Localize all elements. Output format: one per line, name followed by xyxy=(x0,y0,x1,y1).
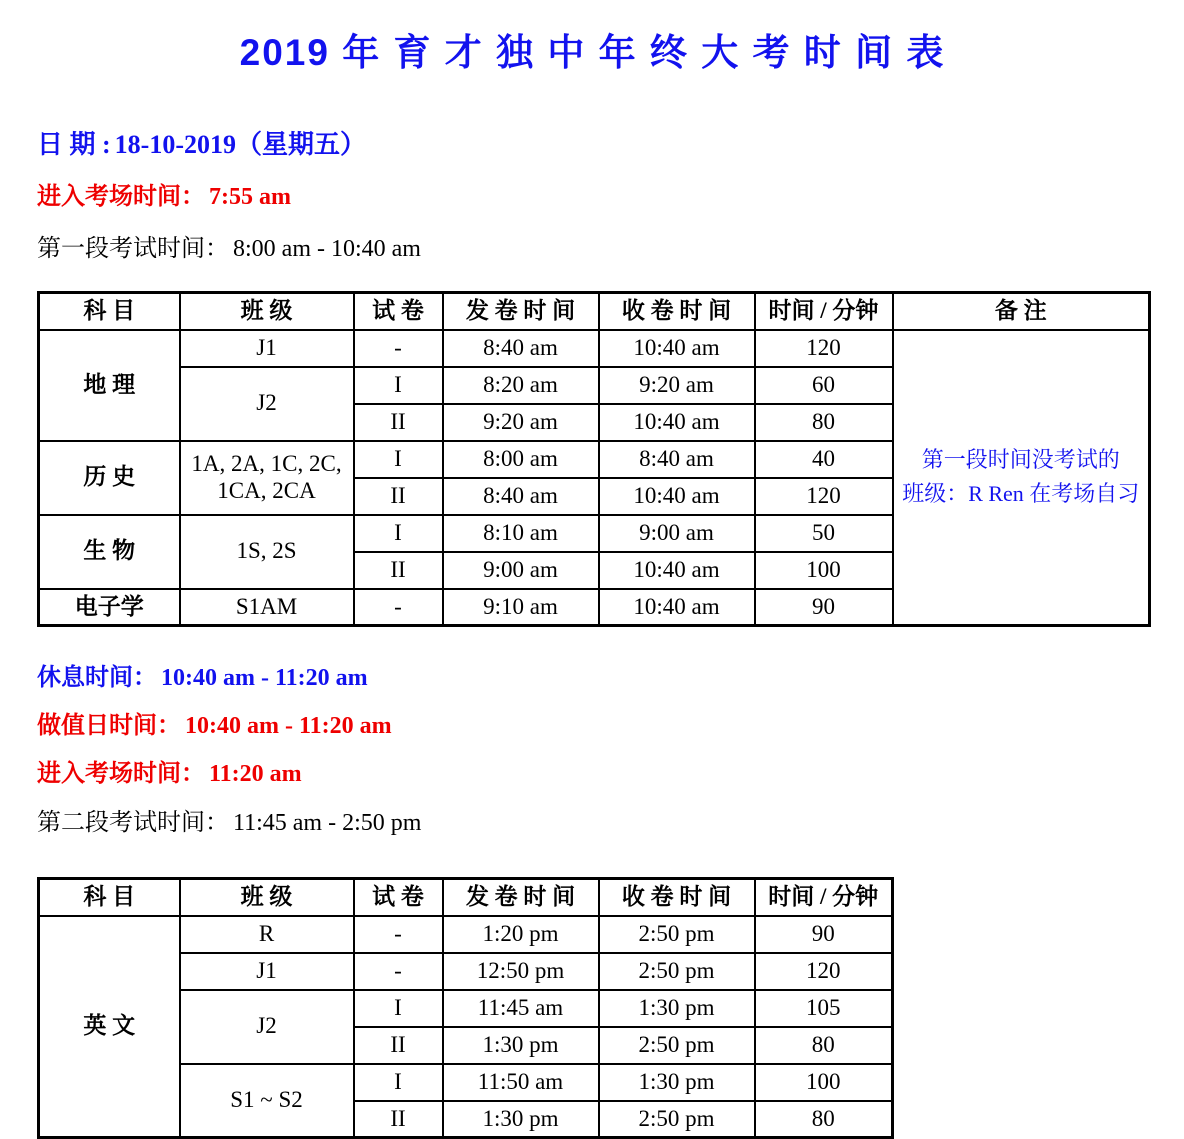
header-start-time: 发 卷 时 间 xyxy=(443,879,599,916)
enter-time-label: 进入考场时间： xyxy=(37,761,205,787)
session1-exam-table xyxy=(37,291,1151,627)
minutes-cell: 80 xyxy=(755,1101,893,1138)
minutes-cell: 80 xyxy=(755,1027,893,1064)
duty-time-line xyxy=(37,705,1148,740)
end-time-cell: 1:30 pm xyxy=(599,990,755,1027)
session2-exam-table xyxy=(37,877,894,1139)
remark-cell xyxy=(893,330,1150,626)
header-subject: 科 目 xyxy=(39,293,180,330)
session1-time-label: 第一段考试时间： xyxy=(37,236,229,262)
minutes-cell: 100 xyxy=(755,1064,893,1101)
remark-line: 第一段时间没考试的 xyxy=(921,447,1120,473)
start-time-cell: 11:50 am xyxy=(443,1064,599,1101)
session2-time-value: 11:45 am - 2:50 pm xyxy=(233,810,422,836)
start-time-cell: 8:00 am xyxy=(443,441,599,478)
class-cell: 1A, 2A, 1C, 2C, 1CA, 2CA xyxy=(180,441,354,515)
subject-cell: 电子学 xyxy=(39,589,180,626)
header-class: 班 级 xyxy=(180,879,354,916)
end-time-cell: 10:40 am xyxy=(599,330,755,367)
start-time-cell: 9:00 am xyxy=(443,552,599,589)
header-minutes: 时间 / 分钟 xyxy=(755,879,893,916)
end-time-cell: 2:50 pm xyxy=(599,1101,755,1138)
paper-cell: II xyxy=(354,478,443,515)
end-time-cell: 10:40 am xyxy=(599,589,755,626)
header-subject: 科 目 xyxy=(39,879,180,916)
class-cell: S1 ~ S2 xyxy=(180,1064,354,1138)
header-paper: 试 卷 xyxy=(354,293,443,330)
end-time-cell: 9:00 am xyxy=(599,515,755,552)
paper-cell: I xyxy=(354,515,443,552)
date-line xyxy=(37,124,1148,161)
class-cell: S1AM xyxy=(180,589,354,626)
class-cell: J2 xyxy=(180,367,354,441)
class-cell: R xyxy=(180,916,354,953)
paper-cell: I xyxy=(354,1064,443,1101)
paper-cell: - xyxy=(354,330,443,367)
start-time-cell: 8:40 am xyxy=(443,330,599,367)
enter-time-line-2 xyxy=(37,753,1148,788)
paper-cell: II xyxy=(354,1101,443,1138)
session2-time-line xyxy=(37,802,1148,837)
paper-cell: II xyxy=(354,552,443,589)
enter-time-value: 11:20 am xyxy=(209,761,302,787)
table-header-row xyxy=(39,879,893,916)
class-cell: J2 xyxy=(180,990,354,1064)
start-time-cell: 8:20 am xyxy=(443,367,599,404)
header-end-time: 收 卷 时 间 xyxy=(599,879,755,916)
paper-cell: - xyxy=(354,589,443,626)
paper-cell: I xyxy=(354,441,443,478)
end-time-cell: 2:50 pm xyxy=(599,916,755,953)
duty-time-value: 10:40 am - 11:20 am xyxy=(185,713,392,739)
enter-time-label: 进入考场时间： xyxy=(37,184,205,210)
start-time-cell: 8:10 am xyxy=(443,515,599,552)
subject-cell: 生 物 xyxy=(39,515,180,589)
header-class: 班 级 xyxy=(180,293,354,330)
minutes-cell: 80 xyxy=(755,404,893,441)
minutes-cell: 50 xyxy=(755,515,893,552)
header-remark: 备 注 xyxy=(893,293,1150,330)
start-time-cell: 1:30 pm xyxy=(443,1101,599,1138)
table-row xyxy=(39,916,893,953)
remark-line: 班级：R Ren 在考场自习 xyxy=(902,481,1140,507)
header-minutes: 时间 / 分钟 xyxy=(755,293,893,330)
minutes-cell: 90 xyxy=(755,589,893,626)
page-title: 2019 年 育 才 独 中 年 终 大 考 时 间 表 xyxy=(239,32,946,73)
paper-cell: II xyxy=(354,1027,443,1064)
date-label: 日 期 : xyxy=(37,130,111,159)
minutes-cell: 90 xyxy=(755,916,893,953)
break-time-line xyxy=(37,657,1148,692)
table-header-row xyxy=(39,293,1150,330)
header-end-time: 收 卷 时 间 xyxy=(599,293,755,330)
start-time-cell: 1:20 pm xyxy=(443,916,599,953)
break-time-value: 10:40 am - 11:20 am xyxy=(161,665,368,691)
end-time-cell: 10:40 am xyxy=(599,552,755,589)
class-cell: J1 xyxy=(180,330,354,367)
minutes-cell: 40 xyxy=(755,441,893,478)
end-time-cell: 10:40 am xyxy=(599,478,755,515)
table-row xyxy=(39,330,1150,367)
start-time-cell: 11:45 am xyxy=(443,990,599,1027)
subject-cell: 地 理 xyxy=(39,330,180,441)
session1-time-value: 8:00 am - 10:40 am xyxy=(233,236,421,262)
end-time-cell: 10:40 am xyxy=(599,404,755,441)
end-time-cell: 2:50 pm xyxy=(599,1027,755,1064)
subject-cell: 历 史 xyxy=(39,441,180,515)
minutes-cell: 105 xyxy=(755,990,893,1027)
duty-time-label: 做值日时间： xyxy=(37,713,181,739)
session1-time-line xyxy=(37,228,1148,263)
minutes-cell: 120 xyxy=(755,478,893,515)
header-paper: 试 卷 xyxy=(354,879,443,916)
paper-cell: II xyxy=(354,404,443,441)
paper-cell: - xyxy=(354,953,443,990)
start-time-cell: 12:50 pm xyxy=(443,953,599,990)
header-start-time: 发 卷 时 间 xyxy=(443,293,599,330)
subject-cell: 英 文 xyxy=(39,916,180,1138)
paper-cell: I xyxy=(354,990,443,1027)
minutes-cell: 120 xyxy=(755,953,893,990)
date-value: 18-10-2019（星期五） xyxy=(114,130,366,159)
end-time-cell: 2:50 pm xyxy=(599,953,755,990)
paper-cell: - xyxy=(354,916,443,953)
start-time-cell: 9:10 am xyxy=(443,589,599,626)
break-time-label: 休息时间： xyxy=(37,665,157,691)
class-cell: 1S, 2S xyxy=(180,515,354,589)
end-time-cell: 8:40 am xyxy=(599,441,755,478)
start-time-cell: 8:40 am xyxy=(443,478,599,515)
enter-time-value: 7:55 am xyxy=(209,184,291,210)
enter-time-line-1 xyxy=(37,176,1148,211)
end-time-cell: 1:30 pm xyxy=(599,1064,755,1101)
start-time-cell: 9:20 am xyxy=(443,404,599,441)
minutes-cell: 100 xyxy=(755,552,893,589)
start-time-cell: 1:30 pm xyxy=(443,1027,599,1064)
minutes-cell: 120 xyxy=(755,330,893,367)
end-time-cell: 9:20 am xyxy=(599,367,755,404)
minutes-cell: 60 xyxy=(755,367,893,404)
session2-time-label: 第二段考试时间： xyxy=(37,810,229,836)
paper-cell: I xyxy=(354,367,443,404)
class-cell: J1 xyxy=(180,953,354,990)
